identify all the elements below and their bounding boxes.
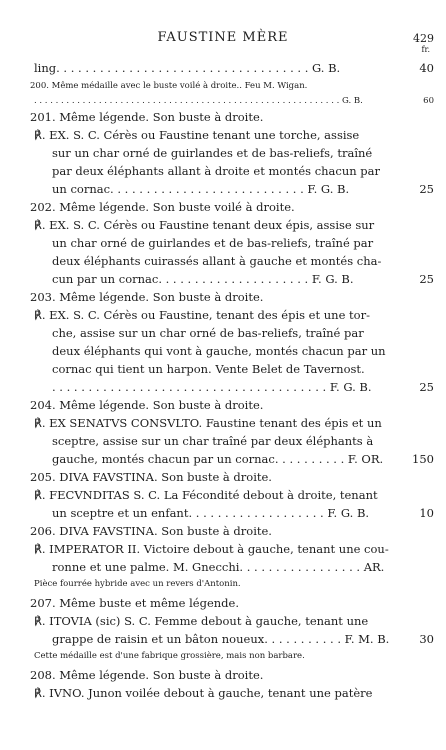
text-line: ℟. IMPERATOR II. Victoire debout à gauche, tenant une cou- xyxy=(34,542,389,556)
text-line: sceptre, assise sur un char traîné par deux éléphants à xyxy=(52,434,374,448)
text-line: un char orné de guirlandes et de bas-reliefs, traîné par xyxy=(52,236,374,250)
text-line: . . . . . . . . . . . . . . . . . . . . . . . . . . . . . . . . . . . . . . F. G. B. 25 xyxy=(52,380,434,394)
entry-heading: 207. Même buste et même légende. xyxy=(30,596,239,610)
running-head: FAUSTINE MÈRE xyxy=(157,30,289,45)
text-line: ling. . . . . . . . . . . . . . . . . . . . . . . . . . . . . . . . . . . G. B. 40 xyxy=(34,61,434,75)
currency-unit: fr. xyxy=(421,45,430,54)
text-line: ronne et une palme. M. Gnecchi. . . . . . . . . . . . . . . . . AR. xyxy=(52,560,385,574)
text-line: deux éléphants qui vont à gauche, montés chacun par un xyxy=(52,344,386,358)
text-line: . . . . . . . . . . . . . . . . . . . . . . . . . . . . . . . . . . . . . . . . . . . . . . . . . . . . . . . . . G. B. 60 xyxy=(34,96,434,106)
text-line: che, assise sur un char orné de bas-reliefs, traîné par xyxy=(52,326,364,340)
text-line: ℟. EX. S. C. Cérès ou Faustine tenant deux épis, assise sur xyxy=(34,218,375,232)
text-line: cornac qui tient un harpon. Vente Belet de Tavernost. xyxy=(52,362,365,376)
entry-heading: 202. Même légende. Son buste voilé à droite. xyxy=(30,200,295,214)
text-line: un sceptre et un enfant. . . . . . . . . . . . . . . . . . . F. G. B. 10 xyxy=(52,506,434,520)
entry-heading: 206. DIVA FAVSTINA. Son buste à droite. xyxy=(30,524,272,538)
text-line: ℟. FECVNDITAS S. C. La Fécondité debout à droite, tenant xyxy=(34,488,378,502)
text-line: par deux éléphants allant à droite et montés chacun par xyxy=(52,164,381,178)
entry-heading: 205. DIVA FAVSTINA. Son buste à droite. xyxy=(30,470,272,484)
text-line: grappe de raisin et un bâton noueux. . . . . . . . . . . F. M. B. 30 xyxy=(52,632,434,646)
text-line: ℟. IVNO. Junon voilée debout à gauche, tenant une patère xyxy=(34,686,373,700)
entry-heading: 204. Même légende. Son buste à droite. xyxy=(30,398,264,412)
entry-heading: 208. Même légende. Son buste à droite. xyxy=(30,668,264,682)
text-line: 200. Même médaille avec le buste voilé à droite.. Feu M. Wigan. xyxy=(30,81,308,91)
text-line: un cornac. . . . . . . . . . . . . . . . . . . . . . . . . . . F. G. B. 25 xyxy=(52,182,434,196)
entry-heading: 201. Même légende. Son buste à droite. xyxy=(30,110,264,124)
text-line: sur un char orné de guirlandes et de bas-reliefs, traîné xyxy=(52,146,373,160)
text-line: ℟. ITOVIA (sic) S. C. Femme debout à gauche, tenant une xyxy=(34,614,369,628)
entry-heading: 203. Même légende. Son buste à droite. xyxy=(30,290,264,304)
page-number: 429 xyxy=(413,32,434,45)
text-line: cun par un cornac. . . . . . . . . . . . . . . . . . . . . F. G. B. 25 xyxy=(52,272,434,286)
text-line: deux éléphants cuirassés allant à gauche et montés cha- xyxy=(52,254,382,268)
note-line: Cette médaille est d'une fabrique grossière, mais non barbare. xyxy=(34,651,305,661)
note-line: Pièce fourrée hybride avec un revers d'Antonin. xyxy=(34,579,241,589)
text-line: gauche, montés chacun par un cornac. . . . . . . . . . F. OR. 150 xyxy=(52,452,434,466)
text-line: ℟. EX SENATVS CONSVLTO. Faustine tenant des épis et un xyxy=(34,416,382,430)
text-line: ℟. EX. S. C. Cérès ou Faustine tenant une torche, assise xyxy=(34,128,360,142)
text-line: ℟. EX. S. C. Cérès ou Faustine, tenant des épis et une tor- xyxy=(34,308,370,322)
